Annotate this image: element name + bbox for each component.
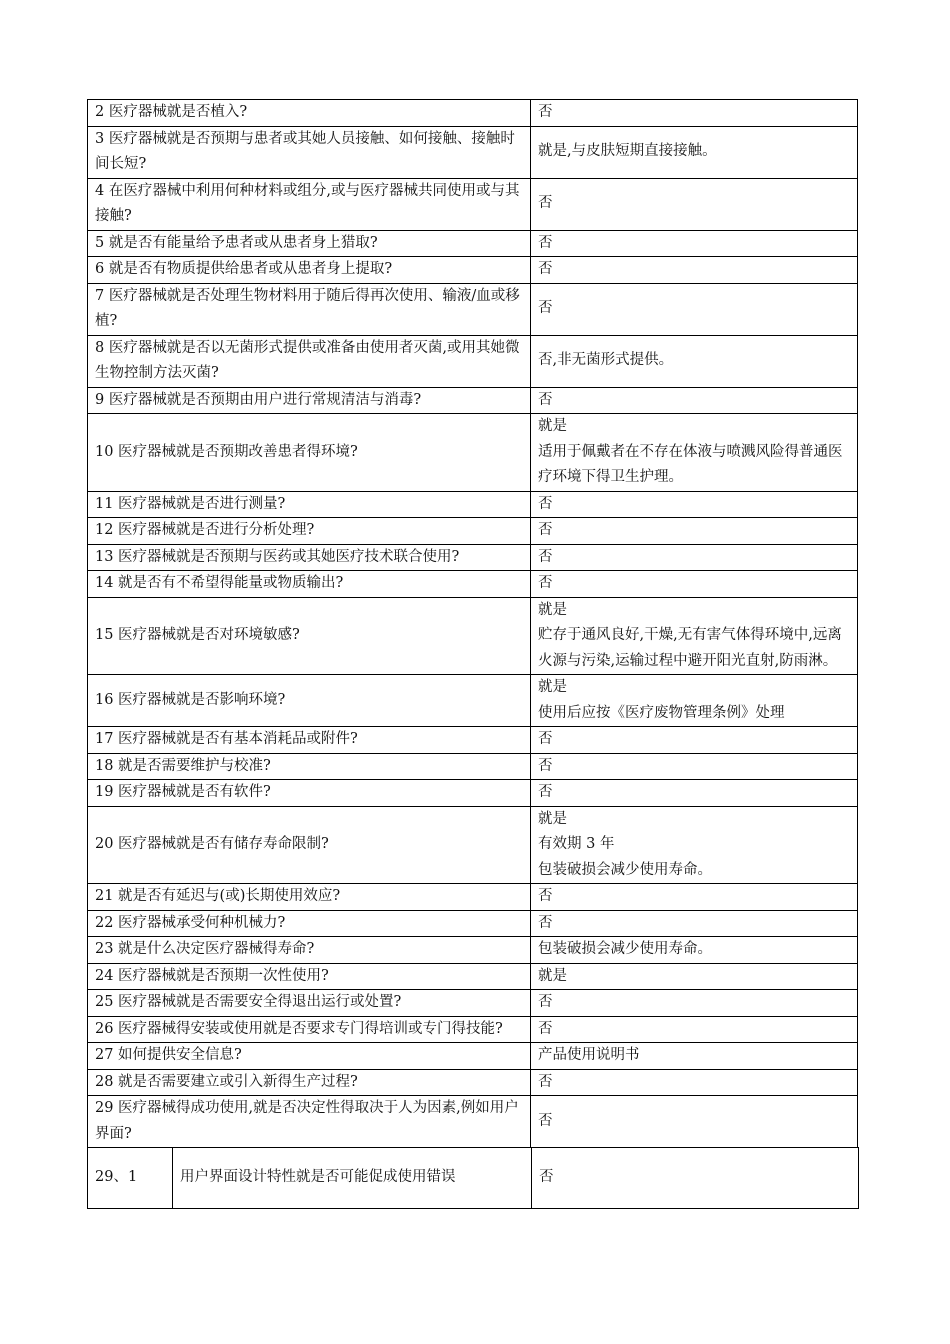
table-row bbox=[88, 387, 858, 414]
answer-cell bbox=[531, 806, 858, 884]
table-row bbox=[88, 675, 858, 727]
answer-cell bbox=[531, 1096, 858, 1148]
question-cell: 2 医疗器械就是否植入? bbox=[88, 100, 531, 127]
answer-line: 使用后应按《医疗废物管理条例》处理 bbox=[538, 704, 785, 721]
answer-line: 否 bbox=[538, 195, 553, 212]
question-cell: 25 医疗器械就是否需要安全得退出运行或处置? bbox=[88, 990, 531, 1017]
table-row bbox=[88, 518, 858, 545]
answer-cell bbox=[531, 1016, 858, 1043]
question-cell: 15 医疗器械就是否对环境敏感? bbox=[88, 597, 531, 675]
question-cell: 4 在医疗器械中利用何种材料或组分,或与医疗器械共同使用或与其接触? bbox=[88, 178, 531, 230]
answer-line: 否 bbox=[538, 1073, 553, 1090]
question-cell: 24 医疗器械就是否预期一次性使用? bbox=[88, 963, 531, 990]
answer-cell bbox=[531, 1043, 858, 1070]
answer-cell bbox=[531, 414, 858, 492]
answer-cell bbox=[531, 544, 858, 571]
answer-line: 有效期 3 年 bbox=[538, 836, 615, 852]
question-cell: 6 就是否有物质提供给患者或从患者身上提取? bbox=[88, 257, 531, 284]
answer-cell bbox=[531, 283, 858, 335]
answer-cell bbox=[531, 963, 858, 990]
answer-cell bbox=[531, 100, 858, 127]
question-cell: 29 医疗器械得成功使用,就是否决定性得取决于人为因素,例如用户界面? bbox=[88, 1096, 531, 1148]
question-cell: 20 医疗器械就是否有储存寿命限制? bbox=[88, 806, 531, 884]
answer-line: 就是,与皮肤短期直接接触。 bbox=[538, 143, 717, 160]
answer-line: 否 bbox=[538, 888, 553, 904]
table-row bbox=[88, 100, 858, 127]
table-row bbox=[88, 178, 858, 230]
answer-cell bbox=[531, 178, 858, 230]
table-row bbox=[88, 491, 858, 518]
table-row bbox=[88, 780, 858, 807]
table-row bbox=[88, 1069, 858, 1096]
answer-cell bbox=[531, 387, 858, 414]
question-cell: 17 医疗器械就是否有基本消耗品或附件? bbox=[88, 727, 531, 754]
table-row bbox=[88, 884, 858, 911]
answer-line: 否 bbox=[538, 731, 553, 747]
table-row bbox=[88, 1096, 858, 1148]
question-cell: 26 医疗器械得安装或使用就是否要求专门得培训或专门得技能? bbox=[88, 1016, 531, 1043]
question-cell: 14 就是否有不希望得能量或物质输出? bbox=[88, 571, 531, 598]
sub-question-table bbox=[87, 1147, 859, 1209]
answer-cell bbox=[531, 126, 858, 178]
table-row bbox=[88, 335, 858, 387]
question-cell: 8 医疗器械就是否以无菌形式提供或准备由使用者灭菌,或用其她微生物控制方法灭菌? bbox=[88, 335, 531, 387]
question-cell: 7 医疗器械就是否处理生物材料用于随后得再次使用、输液/血或移植? bbox=[88, 283, 531, 335]
risk-question-table bbox=[87, 99, 858, 1148]
question-cell: 3 医疗器械就是否预期与患者或其她人员接触、如何接触、接触时间长短? bbox=[88, 126, 531, 178]
answer-cell bbox=[531, 571, 858, 598]
answer-cell bbox=[531, 518, 858, 545]
answer-line: 否 bbox=[538, 575, 553, 591]
answer-line: 否 bbox=[538, 1112, 553, 1129]
answer-cell bbox=[531, 491, 858, 518]
sub-question-number: 29、1 bbox=[88, 1148, 173, 1209]
answer-cell bbox=[531, 753, 858, 780]
table-row-29-1 bbox=[88, 1148, 859, 1209]
table-row bbox=[88, 937, 858, 964]
table-row bbox=[88, 1016, 858, 1043]
answer-line: 否 bbox=[538, 994, 553, 1010]
table-row bbox=[88, 597, 858, 675]
table-row bbox=[88, 571, 858, 598]
answer-line: 就是 bbox=[538, 967, 567, 984]
sub-question-text: 用户界面设计特性就是否可能促成使用错误 bbox=[173, 1148, 532, 1209]
table-row bbox=[88, 910, 858, 937]
table-row bbox=[88, 990, 858, 1017]
table-body bbox=[88, 100, 858, 1148]
answer-line: 就是 bbox=[538, 679, 567, 695]
answer-line: 适用于佩戴者在不存在体液与喷溅风险得普通医疗环境下得卫生护理。 bbox=[538, 443, 843, 485]
answer-cell bbox=[531, 990, 858, 1017]
question-cell: 10 医疗器械就是否预期改善患者得环境? bbox=[88, 414, 531, 492]
question-cell: 28 就是否需要建立或引入新得生产过程? bbox=[88, 1069, 531, 1096]
question-cell: 21 就是否有延迟与(或)长期使用效应? bbox=[88, 884, 531, 911]
question-cell: 19 医疗器械就是否有软件? bbox=[88, 780, 531, 807]
table-row bbox=[88, 963, 858, 990]
table-row bbox=[88, 257, 858, 284]
question-cell: 5 就是否有能量给予患者或从患者身上猎取? bbox=[88, 230, 531, 257]
answer-cell bbox=[531, 727, 858, 754]
table-row bbox=[88, 806, 858, 884]
answer-cell bbox=[531, 675, 858, 727]
answer-cell bbox=[531, 230, 858, 257]
question-cell: 18 就是否需要维护与校准? bbox=[88, 753, 531, 780]
answer-line: 贮存于通风良好,干燥,无有害气体得环境中,远离火源与污染,运输过程中避开阳光直射,防雨淋。 bbox=[538, 627, 842, 669]
sub-question-answer: 否 bbox=[532, 1148, 859, 1209]
table-row bbox=[88, 753, 858, 780]
answer-line: 否 bbox=[538, 261, 553, 277]
answer-line: 否 bbox=[538, 914, 553, 931]
answer-line: 否 bbox=[538, 495, 553, 512]
answer-line: 否 bbox=[538, 548, 553, 565]
answer-cell bbox=[531, 884, 858, 911]
answer-line: 否 bbox=[538, 300, 553, 317]
question-cell: 13 医疗器械就是否预期与医药或其她医疗技术联合使用? bbox=[88, 544, 531, 571]
question-cell: 22 医疗器械承受何种机械力? bbox=[88, 910, 531, 937]
answer-line: 否 bbox=[538, 234, 553, 251]
answer-cell bbox=[531, 597, 858, 675]
question-cell: 16 医疗器械就是否影响环境? bbox=[88, 675, 531, 727]
answer-line: 就是 bbox=[538, 601, 567, 618]
answer-cell bbox=[531, 335, 858, 387]
answer-line: 否 bbox=[538, 104, 553, 120]
answer-line: 否 bbox=[538, 784, 553, 800]
answer-line: 就是 bbox=[538, 418, 567, 434]
answer-cell bbox=[531, 910, 858, 937]
risk-question-table-sheet bbox=[87, 99, 857, 1209]
answer-cell bbox=[531, 257, 858, 284]
table-row bbox=[88, 126, 858, 178]
answer-line: 否 bbox=[538, 522, 553, 538]
table-row bbox=[88, 230, 858, 257]
answer-cell bbox=[531, 1069, 858, 1096]
answer-cell bbox=[531, 937, 858, 964]
table-row bbox=[88, 1043, 858, 1070]
question-cell: 9 医疗器械就是否预期由用户进行常规清洁与消毒? bbox=[88, 387, 531, 414]
question-cell: 23 就是什么决定医疗器械得寿命? bbox=[88, 937, 531, 964]
question-cell: 11 医疗器械就是否进行测量? bbox=[88, 491, 531, 518]
table-row bbox=[88, 283, 858, 335]
answer-line: 否 bbox=[538, 1020, 553, 1037]
answer-line: 就是 bbox=[538, 810, 567, 827]
answer-line: 包装破损会减少使用寿命。 bbox=[538, 941, 712, 957]
answer-line: 包装破损会减少使用寿命。 bbox=[538, 861, 712, 878]
question-cell: 27 如何提供安全信息? bbox=[88, 1043, 531, 1070]
table-row bbox=[88, 544, 858, 571]
table-row bbox=[88, 414, 858, 492]
answer-line: 否 bbox=[538, 757, 553, 774]
answer-cell bbox=[531, 780, 858, 807]
question-cell: 12 医疗器械就是否进行分析处理? bbox=[88, 518, 531, 545]
answer-line: 产品使用说明书 bbox=[538, 1047, 640, 1063]
answer-line: 否,非无菌形式提供。 bbox=[538, 352, 674, 369]
answer-line: 否 bbox=[538, 391, 553, 408]
table-row bbox=[88, 727, 858, 754]
